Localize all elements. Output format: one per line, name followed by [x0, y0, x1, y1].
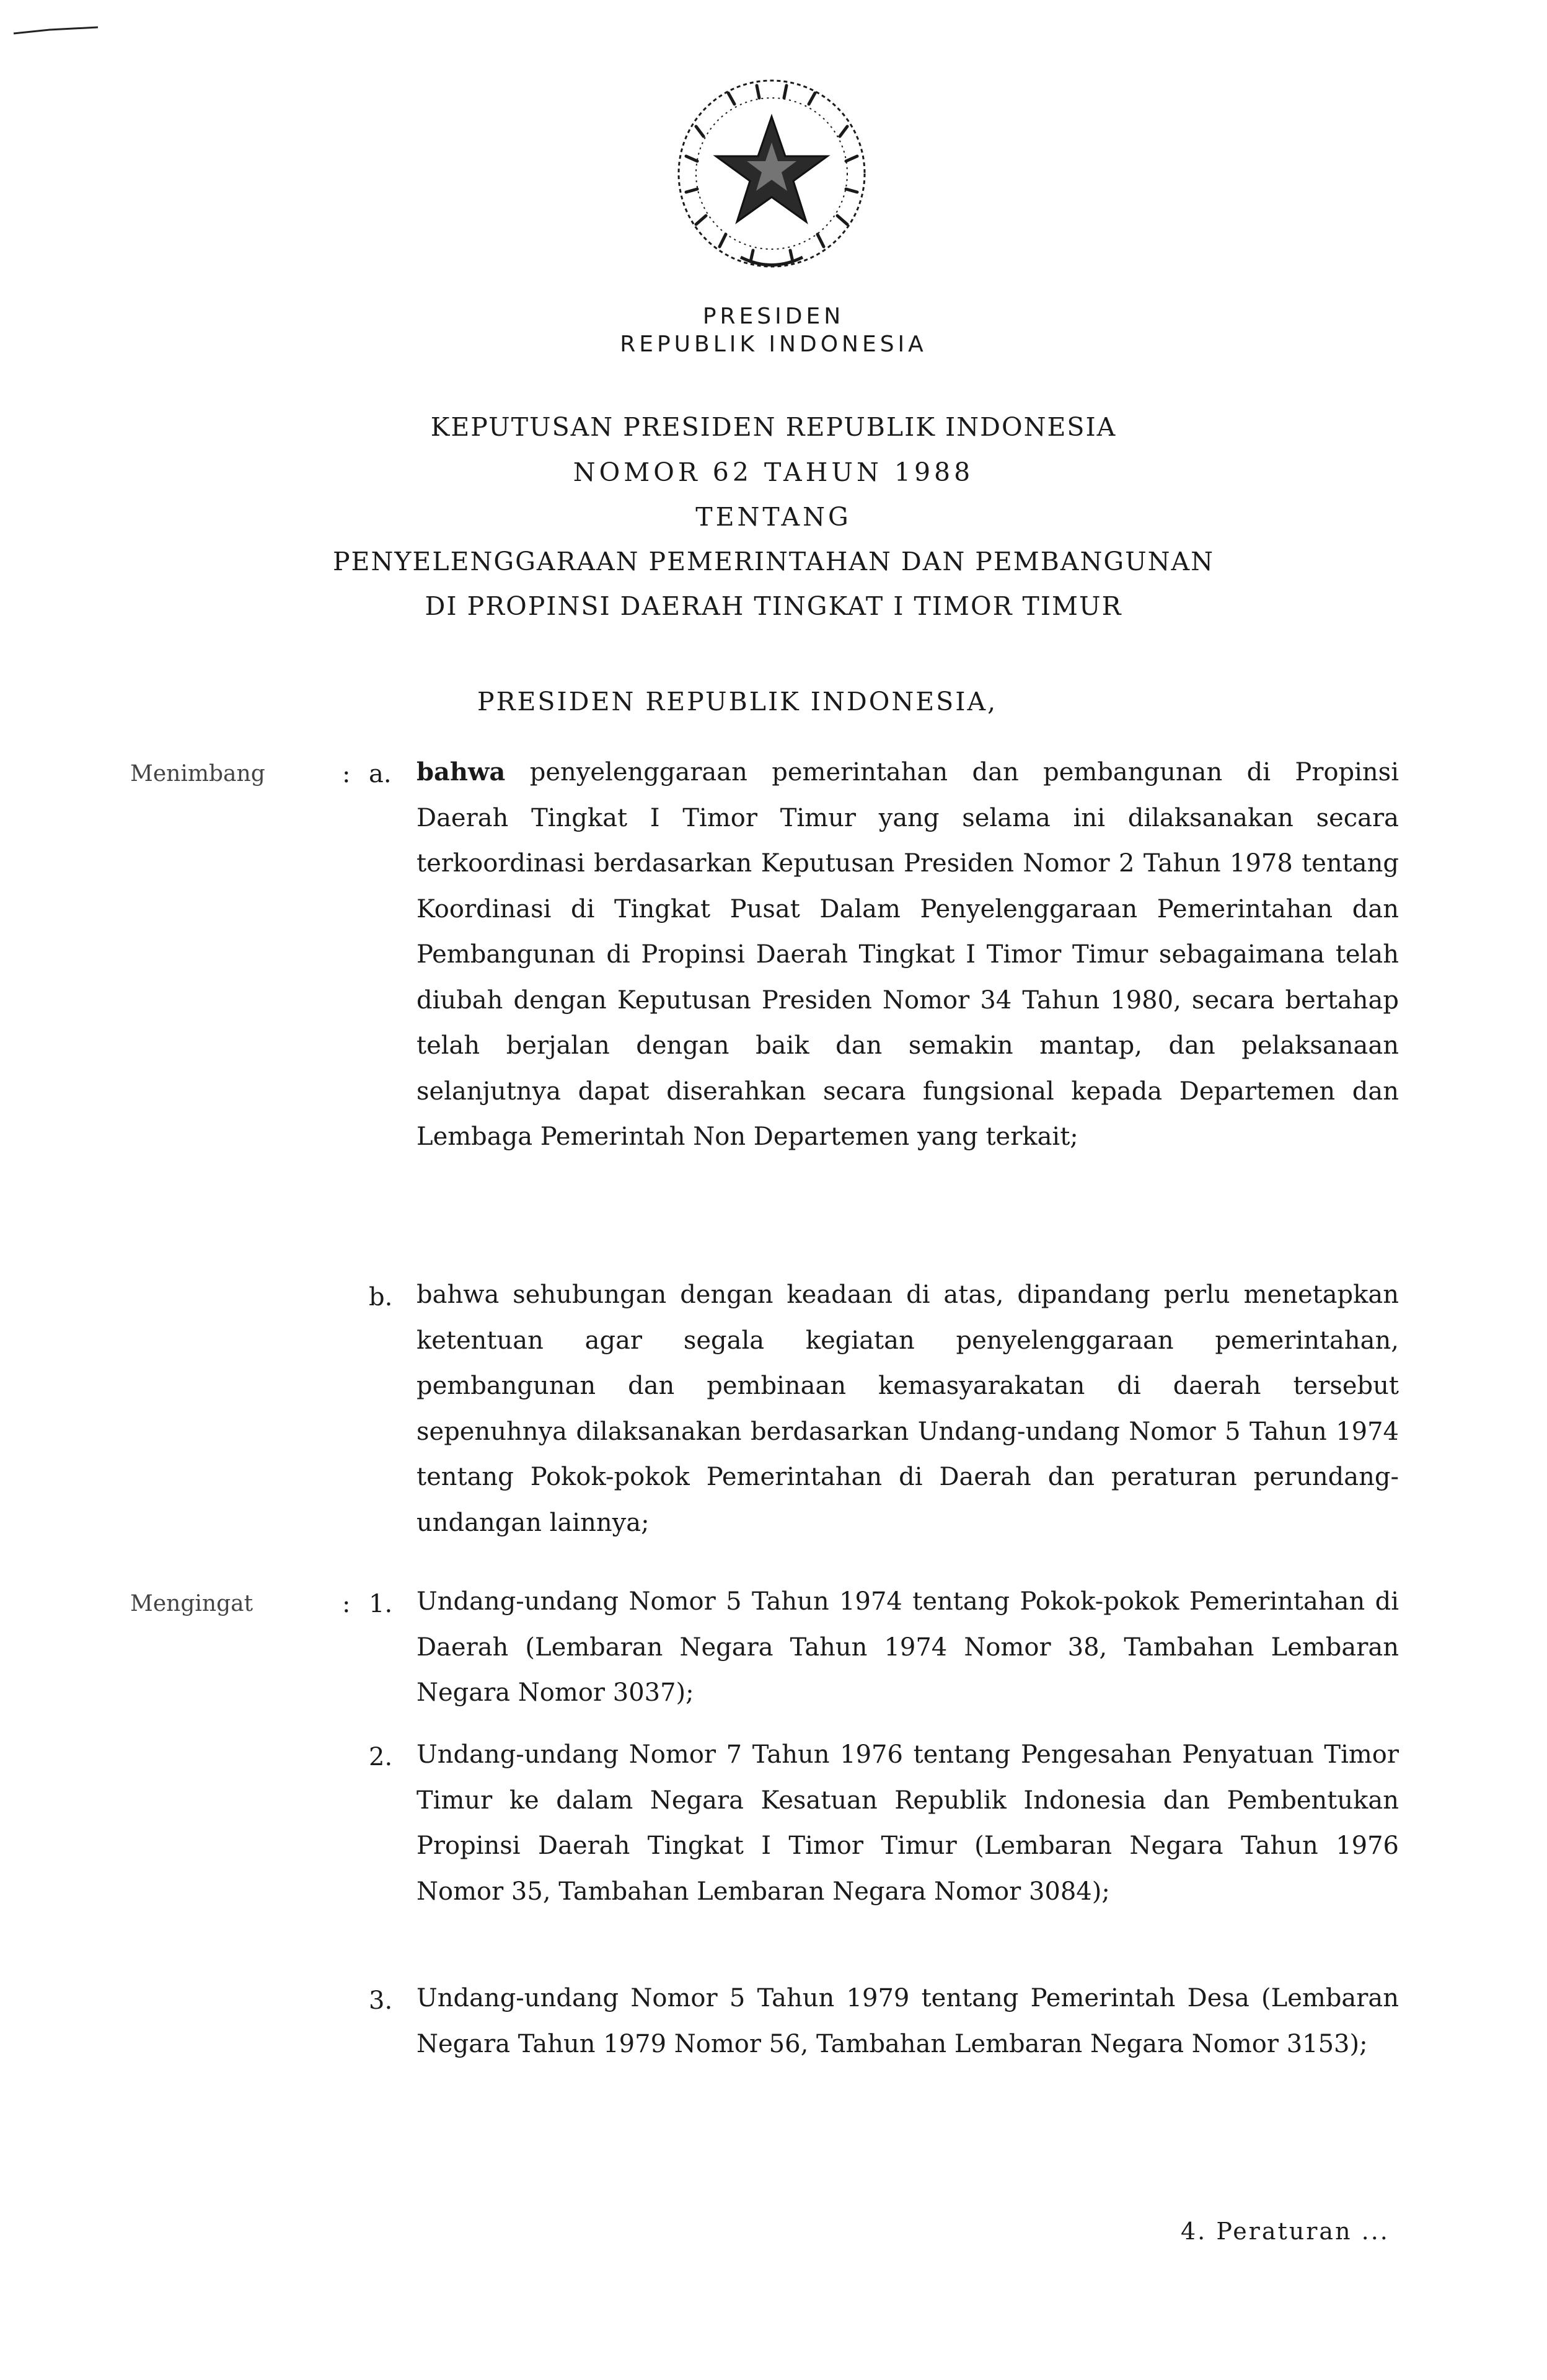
scan-mark [12, 25, 99, 37]
decree-subject-line1: PENYELENGGARAAN PEMERINTAHAN DAN PEMBANGUNAN [332, 547, 1215, 576]
menimbang-item-marker: b. [369, 1283, 393, 1311]
office-label-republik: REPUBLIK INDONESIA [620, 332, 927, 357]
decree-title: KEPUTUSAN PRESIDEN REPUBLIK INDONESIA [430, 412, 1117, 442]
mengingat-item-2: Undang-undang Nomor 7 Tahun 1976 tentang Pengesahan Penyatuan Timor Timur ke dalam Negara Kesatuan Republik Indonesia dan Pembentukan Propinsi Daerah Tingkat I Timor Timur (Lembaran Negara Tahun 1976 Nomor 35, Tambahan Lembaran Negara Nomor 3084); [416, 1740, 1399, 1906]
mengingat-item-1: Undang-undang Nomor 5 Tahun 1974 tentang Pokok-pokok Pemerintahan di Daerah (Lembaran Negara Tahun 1974 Nomor 38, Tambahan Lembaran Negara Nomor 3037); [416, 1587, 1399, 1707]
menimbang-colon: : [342, 760, 351, 788]
menimbang-item-a [416, 749, 1399, 1160]
menimbang-item-b: bahwa sehubungan dengan keadaan di atas, dipandang perlu menetapkan ketentuan agar segala kegiatan penyelenggaraan pemerintahan, pembangunan dan pembinaan kemasyarakatan di daerah tersebut sepenuhnya dilaksanakan berdasarkan Undang-undang Nomor 5 Tahun 1974 tentang Pokok-pokok Pemerintahan di Daerah dan peraturan perundang-undangan lainnya; [416, 1280, 1399, 1537]
menimbang-item-a-lead: bahwa [416, 757, 506, 787]
decree-number: NOMOR 62 TAHUN 1988 [573, 457, 974, 487]
section-label-menimbang: Menimbang [130, 761, 265, 787]
decree-subject-line2: DI PROPINSI DAERAH TINGKAT I TIMOR TIMUR [425, 591, 1122, 621]
page-continuation: 4. Peraturan ... [1181, 2218, 1390, 2245]
mengingat-item-marker: 1. [369, 1590, 393, 1618]
office-label-presiden: PRESIDEN [702, 304, 845, 329]
mengingat-colon: : [342, 1590, 351, 1618]
menimbang-item-marker: a. [369, 760, 392, 788]
section-label-mengingat: Mengingat [130, 1591, 253, 1616]
mengingat-item-marker: 2. [369, 1743, 393, 1771]
menimbang-item-a-text: penyelenggaraan pemerintahan dan pembangunan di Propinsi Daerah Tingkat I Timor Timur yang selama ini dilaksanakan secara terkoordinasi berdasarkan Keputusan Presiden Nomor 2 Tahun 1978 tentang Koordinasi di Tingkat Pusat Dalam Penyelenggaraan Pemerintahan dan Pembangunan di Propinsi Daerah Tingkat I Timor Timur sebagaimana telah diubah dengan Keputusan Presiden Nomor 34 Tahun 1980, secara bertahap telah berjalan dengan baik dan semakin mantap, dan pelaksanaan selanjutnya dapat diserahkan secara fungsional kepada Departemen dan Lembaga Pemerintah Non Departemen yang terkait; [416, 758, 1399, 1151]
issuer-heading: PRESIDEN REPUBLIK INDONESIA, [477, 687, 998, 716]
mengingat-item-marker: 3. [369, 1986, 393, 2015]
presidential-seal-emblem [666, 68, 877, 279]
mengingat-item-3: Undang-undang Nomor 5 Tahun 1979 tentang Pemerintah Desa (Lembaran Negara Tahun 1979 Nomor 56, Tambahan Lembaran Negara Nomor 3153); [416, 1984, 1399, 2058]
decree-tentang: TENTANG [695, 502, 852, 532]
